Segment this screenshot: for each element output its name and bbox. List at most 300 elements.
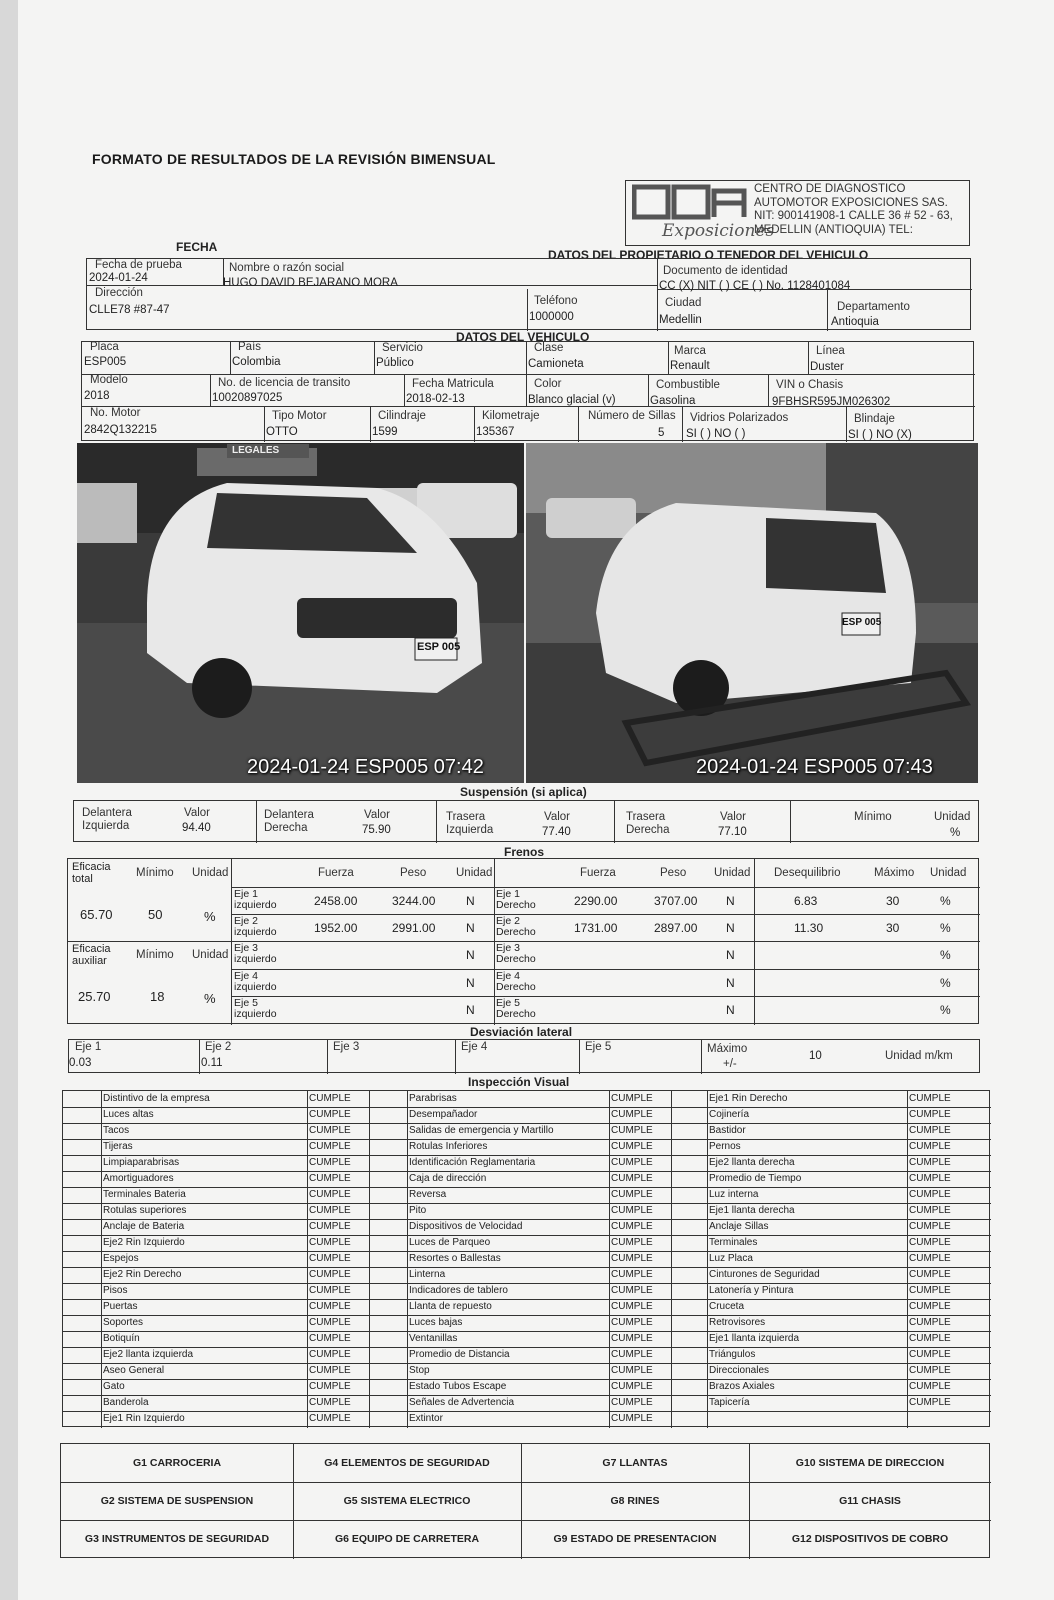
inspeccion-status: CUMPLE xyxy=(309,1125,351,1136)
marca-value: Renault xyxy=(670,360,710,372)
grupo-cell: G8 RINES xyxy=(610,1495,660,1507)
peso-izq-label: Peso xyxy=(400,867,427,879)
inspeccion-item: Estado Tubos Escape xyxy=(409,1381,507,1392)
pais-value: Colombia xyxy=(232,356,281,368)
freno-unidad-pct: % xyxy=(940,948,951,962)
inspeccion-item: Rotulas Inferiores xyxy=(409,1141,488,1152)
desv-eje1-value: 0.03 xyxy=(69,1057,92,1069)
inspeccion-item: Eje2 Rin Derecho xyxy=(103,1269,182,1280)
inspeccion-status: CUMPLE xyxy=(909,1317,951,1328)
inspeccion-item: Triángulos xyxy=(709,1349,756,1360)
vidrios-label: Vidrios Polarizados xyxy=(690,412,789,424)
telefono-value: 1000000 xyxy=(529,311,574,323)
freno-fuerza-der: 1731.00 xyxy=(574,921,618,935)
freno-der-label: Eje 3 Derecho xyxy=(496,942,536,965)
grupo-cell: G11 CHASIS xyxy=(839,1495,901,1507)
inspeccion-item: Luces de Parqueo xyxy=(409,1237,491,1248)
inspeccion-item: Identificación Reglamentaria xyxy=(409,1157,536,1168)
inspeccion-item: Linterna xyxy=(409,1269,446,1280)
inspeccion-item: Eje2 llanta derecha xyxy=(709,1157,795,1168)
susp-td-valor-label: Valor xyxy=(720,811,746,823)
cda-logo-sub: Exposiciones xyxy=(662,221,775,241)
inspeccion-status: CUMPLE xyxy=(611,1189,653,1200)
unidad-deseq-label: Unidad xyxy=(930,867,967,879)
inspeccion-item: Pito xyxy=(409,1205,427,1216)
susp-dd-value: 75.90 xyxy=(362,824,391,836)
susp-di-value: 94.40 xyxy=(182,822,211,834)
inspeccion-item: Señales de Advertencia xyxy=(409,1397,515,1408)
inspeccion-status: CUMPLE xyxy=(611,1397,653,1408)
inspeccion-status: CUMPLE xyxy=(611,1365,653,1376)
color-label: Color xyxy=(534,378,562,390)
inspeccion-item: Soportes xyxy=(103,1317,144,1328)
inspeccion-item: Tijeras xyxy=(103,1141,133,1152)
freno-unidad-izq: N xyxy=(466,921,475,935)
inspeccion-item: Aseo General xyxy=(103,1365,165,1376)
freno-unidad-der: N xyxy=(726,1003,735,1017)
inspeccion-item: Bastidor xyxy=(709,1125,746,1136)
servicio-label: Servicio xyxy=(382,342,423,354)
fuerza-izq-label: Fuerza xyxy=(318,867,354,879)
ef-aux-label: Eficacia auxiliar xyxy=(72,943,111,967)
ef-aux-min: 18 xyxy=(150,989,165,1004)
motor-label: No. Motor xyxy=(90,407,141,419)
freno-maximo: 30 xyxy=(886,894,900,908)
unidad-izq-label: Unidad xyxy=(456,867,493,879)
freno-unidad-pct: % xyxy=(940,921,951,935)
freno-desequilibrio: 11.30 xyxy=(794,921,824,935)
inspeccion-status: CUMPLE xyxy=(611,1301,653,1312)
photo-sign: LEGALES xyxy=(232,445,280,456)
inspeccion-status: CUMPLE xyxy=(309,1157,351,1168)
inspeccion-item: Cinturones de Seguridad xyxy=(709,1269,820,1280)
cda-logo xyxy=(632,183,750,223)
inspeccion-status: CUMPLE xyxy=(611,1269,653,1280)
freno-izq-label: Eje 1 izquierdo xyxy=(234,888,277,911)
linea-value: Duster xyxy=(810,361,844,373)
direccion-value: CLLE78 #87-47 xyxy=(89,304,170,316)
inspeccion-status: CUMPLE xyxy=(611,1205,653,1216)
motor-value: 2842Q132215 xyxy=(84,424,157,436)
ef-aux-unit-label: Unidad xyxy=(192,949,229,961)
inspeccion-item: Luz interna xyxy=(709,1189,759,1200)
inspeccion-status: CUMPLE xyxy=(309,1253,351,1264)
linea-label: Línea xyxy=(816,345,845,357)
vehicle-box xyxy=(81,341,974,441)
licencia-label: No. de licencia de transito xyxy=(218,377,351,389)
freno-unidad-der: N xyxy=(726,976,735,990)
inspeccion-status: CUMPLE xyxy=(309,1333,351,1344)
grupo-cell: G4 ELEMENTOS DE SEGURIDAD xyxy=(324,1457,490,1469)
nombre-label: Nombre o razón social xyxy=(229,262,345,274)
grupos-box xyxy=(60,1443,990,1558)
company-line-4: MEDELLIN (ANTIOQUIA) TEL: xyxy=(754,223,913,236)
freno-der-label: Eje 1 Derecho xyxy=(496,888,536,911)
inspeccion-status: CUMPLE xyxy=(309,1221,351,1232)
company-line-2: AUTOMOTOR EXPOSICIONES SAS. xyxy=(754,196,948,209)
ef-total-min-label: Mínimo xyxy=(136,867,174,879)
inspeccion-status: CUMPLE xyxy=(909,1381,951,1392)
placa-value: ESP005 xyxy=(84,356,127,368)
inspeccion-status: CUMPLE xyxy=(309,1109,351,1120)
deseq-label: Desequilibrio xyxy=(774,867,841,879)
freno-fuerza-izq: 2458.00 xyxy=(314,894,358,908)
freno-maximo: 30 xyxy=(886,921,900,935)
inspeccion-item: Distintivo de la empresa xyxy=(103,1093,210,1104)
desv-eje5-label: Eje 5 xyxy=(585,1041,612,1053)
desv-max-label: Máximo xyxy=(707,1043,748,1055)
desv-eje2-value: 0.11 xyxy=(201,1057,223,1069)
inspeccion-item: Brazos Axiales xyxy=(709,1381,775,1392)
inspeccion-status: CUMPLE xyxy=(309,1381,351,1392)
fecha-value: 2024-01-24 xyxy=(89,272,148,284)
desv-eje2-label: Eje 2 xyxy=(205,1041,232,1053)
ef-total-unit: % xyxy=(204,909,216,924)
inspeccion-item: Eje2 Rin Izquierdo xyxy=(103,1237,185,1248)
inspeccion-item: Gato xyxy=(103,1381,125,1392)
inspeccion-item: Parabrisas xyxy=(409,1093,457,1104)
susp-ti-label: Trasera Izquierda xyxy=(446,811,494,836)
grupo-cell: G10 SISTEMA DE DIRECCION xyxy=(795,1457,945,1469)
freno-unidad-der: N xyxy=(726,948,735,962)
blindaje-label: Blindaje xyxy=(854,413,895,425)
inspeccion-item: Cojinería xyxy=(709,1109,750,1120)
fuerza-der-label: Fuerza xyxy=(580,867,616,879)
freno-peso-izq: 2991.00 xyxy=(392,921,436,935)
grupo-cell: G5 SISTEMA ELECTRICO xyxy=(343,1495,471,1507)
inspeccion-status: CUMPLE xyxy=(909,1301,951,1312)
matricula-value: 2018-02-13 xyxy=(406,393,465,405)
inspeccion-item: Promedio de Distancia xyxy=(409,1349,510,1360)
inspeccion-item: Puertas xyxy=(103,1301,138,1312)
freno-desequilibrio: 6.83 xyxy=(794,894,818,908)
inspeccion-status: CUMPLE xyxy=(909,1189,951,1200)
licencia-value: 10020897025 xyxy=(212,392,283,404)
inspeccion-header: Inspección Visual xyxy=(468,1075,570,1089)
ef-total-min: 50 xyxy=(148,907,163,922)
desviacion-header: Desviación lateral xyxy=(470,1025,573,1039)
front-photo-graphic xyxy=(77,443,524,783)
inspeccion-item: Luz Placa xyxy=(709,1253,753,1264)
peso-der-label: Peso xyxy=(660,867,687,879)
inspeccion-status: CUMPLE xyxy=(611,1141,653,1152)
susp-dd-label: Delantera Derecha xyxy=(264,809,314,834)
freno-izq-label: Eje 2 izquierdo xyxy=(234,915,277,938)
freno-izq-label: Eje 5 izquierdo xyxy=(234,997,277,1020)
ef-total-value: 65.70 xyxy=(80,907,113,922)
inspeccion-status: CUMPLE xyxy=(909,1269,951,1280)
inspeccion-status: CUMPLE xyxy=(909,1237,951,1248)
inspeccion-item: Llanta de repuesto xyxy=(409,1301,492,1312)
inspeccion-item: Anclaje Sillas xyxy=(709,1221,769,1232)
direccion-label: Dirección xyxy=(95,287,143,299)
inspeccion-status: CUMPLE xyxy=(611,1237,653,1248)
inspeccion-item: Pernos xyxy=(709,1141,741,1152)
marca-label: Marca xyxy=(674,345,706,357)
inspeccion-item: Banderola xyxy=(103,1397,149,1408)
maximo-label: Máximo xyxy=(874,867,915,879)
inspeccion-item: Espejos xyxy=(103,1253,139,1264)
inspeccion-status: CUMPLE xyxy=(909,1173,951,1184)
inspeccion-item: Resortes o Ballestas xyxy=(409,1253,501,1264)
freno-peso-izq: 3244.00 xyxy=(392,894,436,908)
desviacion-box xyxy=(68,1039,980,1073)
company-logo-block xyxy=(625,180,970,246)
inspeccion-status: CUMPLE xyxy=(309,1173,351,1184)
freno-unidad-pct: % xyxy=(940,894,951,908)
inspeccion-item: Rotulas superiores xyxy=(103,1205,187,1216)
ef-total-unit-label: Unidad xyxy=(192,867,229,879)
inspeccion-item: Salidas de emergencia y Martillo xyxy=(409,1125,554,1136)
freno-peso-der: 3707.00 xyxy=(654,894,698,908)
ef-aux-min-label: Mínimo xyxy=(136,949,174,961)
inspeccion-item: Tacos xyxy=(103,1125,130,1136)
vidrios-value: SI ( ) NO ( ) xyxy=(686,428,746,440)
desv-eje1-label: Eje 1 xyxy=(75,1041,102,1053)
freno-unidad-izq: N xyxy=(466,948,475,962)
rear-photo-timestamp: 2024-01-24 ESP005 07:43 xyxy=(696,756,933,778)
clase-label: Clase xyxy=(534,342,564,354)
susp-td-label: Trasera Derecha xyxy=(626,811,670,836)
company-line-1: CENTRO DE DIAGNOSTICO xyxy=(754,183,906,195)
blindaje-value: SI ( ) NO (X) xyxy=(848,429,912,441)
suspension-box xyxy=(73,800,979,842)
inspeccion-status: CUMPLE xyxy=(611,1381,653,1392)
inspeccion-status: CUMPLE xyxy=(309,1189,351,1200)
inspeccion-item: Indicadores de tablero xyxy=(409,1285,508,1296)
owner-box xyxy=(86,258,971,330)
cilindraje-value: 1599 xyxy=(372,426,398,438)
inspeccion-box xyxy=(62,1090,990,1427)
freno-der-label: Eje 4 Derecho xyxy=(496,970,536,993)
pais-label: País xyxy=(238,341,262,353)
susp-di-label: Delantera Izquierda xyxy=(82,807,132,832)
inspeccion-item: Limpiaparabrisas xyxy=(103,1157,180,1168)
inspeccion-status: CUMPLE xyxy=(309,1413,351,1424)
km-label: Kilometraje xyxy=(482,410,540,422)
desv-eje3-label: Eje 3 xyxy=(333,1041,360,1053)
inspeccion-status: CUMPLE xyxy=(611,1317,653,1328)
inspeccion-status: CUMPLE xyxy=(611,1109,653,1120)
inspeccion-status: CUMPLE xyxy=(611,1125,653,1136)
inspeccion-item: Pisos xyxy=(103,1285,128,1296)
vehicle-photo-front xyxy=(77,443,524,783)
inspeccion-item: Caja de dirección xyxy=(409,1173,487,1184)
inspeccion-item: Extintor xyxy=(409,1413,443,1424)
inspeccion-item: Reversa xyxy=(409,1189,447,1200)
freno-fuerza-der: 2290.00 xyxy=(574,894,618,908)
inspeccion-status: CUMPLE xyxy=(909,1157,951,1168)
servicio-value: Público xyxy=(376,357,414,369)
ciudad-label: Ciudad xyxy=(665,297,702,309)
inspeccion-item: Dispositivos de Velocidad xyxy=(409,1221,523,1232)
inspeccion-status: CUMPLE xyxy=(611,1349,653,1360)
document-sheet xyxy=(18,0,1054,1600)
inspeccion-status: CUMPLE xyxy=(909,1285,951,1296)
inspeccion-item: Anclaje de Bateria xyxy=(103,1221,185,1232)
combustible-value: Gasolina xyxy=(650,395,696,407)
freno-izq-label: Eje 4 izquierdo xyxy=(234,970,277,993)
inspeccion-item: Ventanillas xyxy=(409,1333,458,1344)
inspeccion-status: CUMPLE xyxy=(309,1349,351,1360)
front-photo-timestamp: 2024-01-24 ESP005 07:42 xyxy=(247,756,484,778)
frenos-header: Frenos xyxy=(504,845,545,859)
inspeccion-item: Stop xyxy=(409,1365,430,1376)
inspeccion-item: Eje1 Rin Izquierdo xyxy=(103,1413,185,1424)
cda-logo-graphic xyxy=(632,183,750,223)
inspeccion-status: CUMPLE xyxy=(909,1093,951,1104)
inspeccion-item: Promedio de Tiempo xyxy=(709,1173,802,1184)
freno-izq-label: Eje 3 izquierdo xyxy=(234,942,277,965)
freno-der-label: Eje 2 Derecho xyxy=(496,915,536,938)
sillas-label: Número de Sillas xyxy=(588,410,676,422)
freno-der-label: Eje 5 Derecho xyxy=(496,997,536,1020)
tipo-motor-value: OTTO xyxy=(266,426,298,438)
ciudad-value: Medellin xyxy=(659,314,702,326)
inspeccion-status: CUMPLE xyxy=(309,1397,351,1408)
inspeccion-item: Cruceta xyxy=(709,1301,745,1312)
inspeccion-status: CUMPLE xyxy=(611,1285,653,1296)
inspeccion-item: Eje1 llanta izquierda xyxy=(709,1333,800,1344)
inspeccion-status: CUMPLE xyxy=(909,1349,951,1360)
inspeccion-status: CUMPLE xyxy=(909,1365,951,1376)
inspeccion-item: Latonería y Pintura xyxy=(709,1285,794,1296)
desv-max-value: 10 xyxy=(809,1050,822,1062)
susp-td-value: 77.10 xyxy=(718,826,747,838)
inspeccion-status: CUMPLE xyxy=(909,1253,951,1264)
modelo-value: 2018 xyxy=(84,390,110,402)
susp-unidad-label: Unidad xyxy=(934,811,971,823)
sillas-value: 5 xyxy=(658,427,665,439)
page-title: FORMATO DE RESULTADOS DE LA REVISIÓN BIMENSUAL xyxy=(92,151,496,167)
frenos-box xyxy=(67,858,979,1024)
company-info xyxy=(754,183,953,237)
inspeccion-item: Tapicería xyxy=(709,1397,750,1408)
inspeccion-item: Luces altas xyxy=(103,1109,154,1120)
placa-label: Placa xyxy=(90,341,119,353)
susp-ti-valor-label: Valor xyxy=(544,811,570,823)
cilindraje-label: Cilindraje xyxy=(378,410,426,422)
inspeccion-item: Eje2 llanta izquierda xyxy=(103,1349,194,1360)
grupo-cell: G3 INSTRUMENTOS DE SEGURIDAD xyxy=(84,1533,270,1545)
nombre-value: HUGO DAVID BEJARANO MORA xyxy=(223,277,398,289)
grupo-cell: G2 SISTEMA DE SUSPENSION xyxy=(100,1495,254,1507)
inspeccion-status: CUMPLE xyxy=(309,1269,351,1280)
unidad-der-label: Unidad xyxy=(714,867,751,879)
ef-aux-unit: % xyxy=(204,991,216,1006)
freno-fuerza-izq: 1952.00 xyxy=(314,921,358,935)
grupo-cell: G12 DISPOSITIVOS DE COBRO xyxy=(791,1533,949,1545)
inspeccion-item: Direccionales xyxy=(709,1365,770,1376)
company-line-3: NIT: 900141908-1 CALLE 36 # 52 - 63, xyxy=(754,210,953,222)
inspeccion-status: CUMPLE xyxy=(611,1253,653,1264)
inspeccion-status: CUMPLE xyxy=(611,1157,653,1168)
doc-value: CC (X) NIT ( ) CE ( ) No. 1128401084 xyxy=(659,280,851,292)
inspeccion-status: CUMPLE xyxy=(909,1397,951,1408)
susp-unidad-value: % xyxy=(950,827,961,839)
inspeccion-status: CUMPLE xyxy=(309,1093,351,1104)
front-plate: ESP 005 xyxy=(417,641,461,653)
inspeccion-status: CUMPLE xyxy=(309,1141,351,1152)
susp-di-valor-label: Valor xyxy=(184,807,210,819)
inspeccion-status: CUMPLE xyxy=(611,1413,653,1424)
inspeccion-status: CUMPLE xyxy=(909,1125,951,1136)
inspeccion-item: Eje1 Rin Derecho xyxy=(709,1093,788,1104)
desv-eje4-label: Eje 4 xyxy=(461,1041,488,1053)
tipo-motor-label: Tipo Motor xyxy=(272,410,327,422)
inspeccion-item: Terminales Bateria xyxy=(103,1189,186,1200)
inspeccion-status: CUMPLE xyxy=(611,1221,653,1232)
inspeccion-status: CUMPLE xyxy=(909,1205,951,1216)
fecha-label: Fecha de prueba xyxy=(95,259,182,271)
vin-label: VIN o Chasis xyxy=(776,379,844,391)
modelo-label: Modelo xyxy=(90,374,128,386)
vin-value: 9FBHSR595JM026302 xyxy=(772,396,891,408)
combustible-label: Combustible xyxy=(656,379,720,391)
inspeccion-status: CUMPLE xyxy=(309,1301,351,1312)
grupo-cell: G6 EQUIPO DE CARRETERA xyxy=(334,1533,480,1545)
inspeccion-status: CUMPLE xyxy=(309,1285,351,1296)
inspeccion-item: Botiquín xyxy=(103,1333,140,1344)
ef-total-label: Eficacia total xyxy=(72,861,111,885)
inspeccion-item: Retrovisores xyxy=(709,1317,766,1328)
desv-max-pm: +/- xyxy=(723,1058,737,1070)
suspension-header: Suspensión (si aplica) xyxy=(460,785,587,799)
inspeccion-status: CUMPLE xyxy=(611,1173,653,1184)
rear-plate: ESP 005 xyxy=(842,617,882,628)
vehicle-photo-rear xyxy=(526,443,978,783)
desv-unidad: Unidad m/km xyxy=(885,1050,953,1062)
inspeccion-status: CUMPLE xyxy=(309,1205,351,1216)
fecha-header: FECHA xyxy=(176,240,218,254)
susp-minimo-label: Mínimo xyxy=(854,811,892,823)
freno-peso-der: 2897.00 xyxy=(654,921,698,935)
inspeccion-status: CUMPLE xyxy=(909,1333,951,1344)
grupo-cell: G9 ESTADO DE PRESENTACION xyxy=(553,1533,717,1545)
inspeccion-status: CUMPLE xyxy=(309,1237,351,1248)
inspeccion-item: Terminales xyxy=(709,1237,758,1248)
propietario-header: DATOS DEL PROPIETARIO O TENEDOR DEL VEHICULO xyxy=(548,248,869,262)
freno-unidad-izq: N xyxy=(466,976,475,990)
rear-photo-graphic xyxy=(526,443,978,783)
inspeccion-status: CUMPLE xyxy=(309,1317,351,1328)
inspeccion-item: Amortiguadores xyxy=(103,1173,174,1184)
inspeccion-status: CUMPLE xyxy=(909,1141,951,1152)
inspeccion-status: CUMPLE xyxy=(611,1333,653,1344)
inspeccion-item: Desempañador xyxy=(409,1109,478,1120)
grupo-cell: G1 CARROCERIA xyxy=(132,1457,222,1469)
matricula-label: Fecha Matricula xyxy=(412,378,494,390)
inspeccion-status: CUMPLE xyxy=(909,1221,951,1232)
ef-aux-value: 25.70 xyxy=(78,989,111,1004)
clase-value: Camioneta xyxy=(528,358,584,370)
inspeccion-item: Eje1 llanta derecha xyxy=(709,1205,795,1216)
freno-unidad-der: N xyxy=(726,921,735,935)
susp-ti-value: 77.40 xyxy=(542,826,571,838)
depto-label: Departamento xyxy=(837,301,910,313)
grupo-cell: G7 LLANTAS xyxy=(602,1457,668,1469)
susp-dd-valor-label: Valor xyxy=(364,809,390,821)
doc-label: Documento de identidad xyxy=(663,265,788,277)
inspeccion-status: CUMPLE xyxy=(309,1365,351,1376)
freno-unidad-pct: % xyxy=(940,976,951,990)
inspeccion-item: Luces bajas xyxy=(409,1317,463,1328)
inspeccion-status: CUMPLE xyxy=(909,1109,951,1120)
freno-unidad-izq: N xyxy=(466,894,475,908)
color-value: Blanco glacial (v) xyxy=(528,394,616,406)
freno-unidad-pct: % xyxy=(940,1003,951,1017)
km-value: 135367 xyxy=(476,426,515,438)
